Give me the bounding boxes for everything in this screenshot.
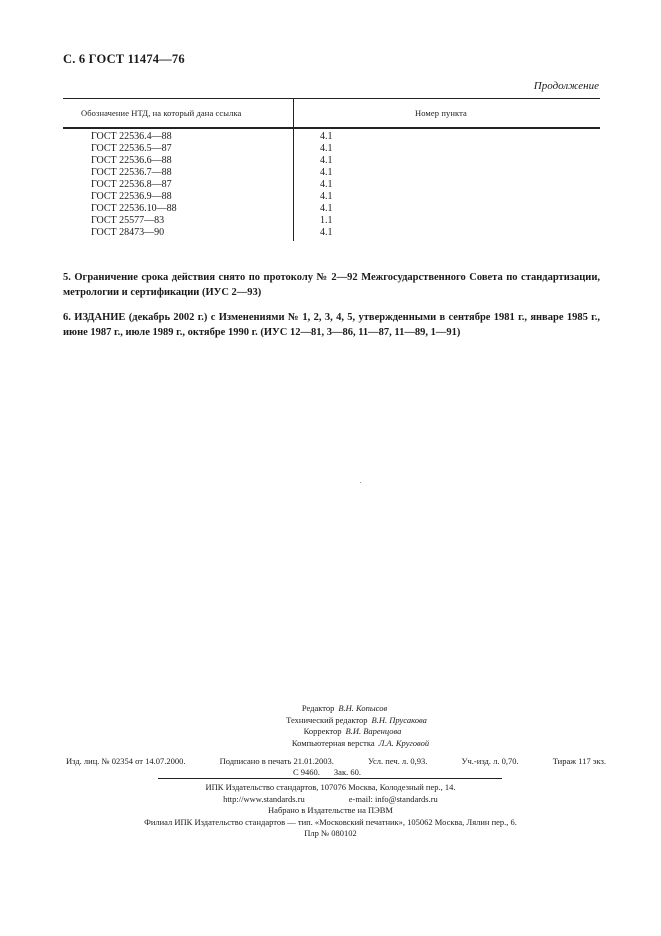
clause-cell: 4.1 <box>320 191 333 202</box>
print-run-text: Тираж 117 экз. <box>552 756 606 766</box>
publisher-contacts <box>0 794 661 806</box>
publisher-block <box>0 782 661 840</box>
clause-cell: 4.1 <box>320 131 333 142</box>
clause-cell: 4.1 <box>320 203 333 214</box>
credit-name: В.Н. Прусакова <box>371 714 427 725</box>
table-row <box>63 143 600 155</box>
document-cell: ГОСТ 22536.10—88 <box>91 203 177 214</box>
credit-role: Компьютерная верстка <box>291 737 375 748</box>
credit-layout <box>0 738 661 750</box>
note-6: 6. ИЗДАНИЕ (декабрь 2002 г.) с Изменениями № 1, 2, 3, 4, 5, утвержденными в сентябре 1981 г., январе 1985 г., июне 1987 г., июле 1989 г., октябре 1990 г. (ИУС 12—81, 3—86, 11—87, 11—89, 1—91) <box>63 312 600 338</box>
clause-cell: 4.1 <box>320 155 333 166</box>
table-row <box>63 227 600 239</box>
clause-cell: 1.1 <box>320 215 333 226</box>
signed-text: Подписано в печать 21.01.2003. <box>219 756 334 766</box>
credit-name: Л.А. Круговой <box>378 737 430 748</box>
sheets-text: Усл. печ. л. 0,93. <box>368 756 428 766</box>
clause-cell: 4.1 <box>320 167 333 178</box>
page-header: С. 6 ГОСТ 11474—76 <box>63 52 185 66</box>
table-row <box>63 167 600 179</box>
table-top-rule <box>63 98 600 99</box>
license-text: Изд. лиц. № 02354 от 14.07.2000. <box>66 756 186 766</box>
order-number: Зак. 60. <box>333 767 361 777</box>
column-header-clause: Номер пункта <box>415 108 467 118</box>
publisher-email[interactable]: e-mail: info@standards.ru <box>348 793 438 804</box>
imprint-row <box>66 756 606 767</box>
credit-name: В.Н. Копысов <box>338 703 388 713</box>
credit-tech-editor <box>0 715 661 727</box>
table-row <box>63 179 600 191</box>
column-header-document: Обозначение НТД, на который дана ссылка <box>81 108 242 118</box>
document-cell: ГОСТ 22536.6—88 <box>91 155 172 166</box>
credit-role: Технический редактор <box>286 714 368 725</box>
clause-cell: 4.1 <box>320 227 333 238</box>
publisher-url[interactable]: http://www.standards.ru <box>223 793 305 804</box>
credit-editor <box>0 703 661 715</box>
license-number: Плр № 080102 <box>304 828 357 838</box>
credit-role: Корректор <box>303 726 342 736</box>
publisher-address: ИПК Издательство стандартов, 107076 Москва, Колодезный пер., 14. <box>205 782 456 792</box>
document-cell: ГОСТ 22536.7—88 <box>91 167 172 178</box>
credit-corrector <box>0 726 661 738</box>
stray-dot <box>360 482 361 483</box>
table-header-rule <box>63 127 600 129</box>
credits-block <box>0 703 661 749</box>
note-5: 5. Ограничение срока действия снято по протоколу № 2—92 Межгосударственного Совета по стандартизации, метрологии и сертификации (ИУС 2—93) <box>63 272 600 298</box>
table-row <box>63 131 600 143</box>
clause-cell: 4.1 <box>320 179 333 190</box>
table-row <box>63 191 600 203</box>
imprint-order-row <box>66 767 606 778</box>
credit-name: В.И. Варенцова <box>345 726 402 736</box>
pub-sheets-text: Уч.-изд. л. 0,70. <box>461 756 519 766</box>
document-cell: ГОСТ 22536.9—88 <box>91 191 172 202</box>
credit-role: Редактор <box>301 703 335 713</box>
order-code: С 9460. <box>293 767 320 777</box>
document-cell: ГОСТ 22536.4—88 <box>91 131 172 142</box>
table-body <box>63 131 600 239</box>
continuation-label: Продолжение <box>533 80 599 92</box>
imprint-rule <box>158 778 502 779</box>
table-row <box>63 215 600 227</box>
document-cell: ГОСТ 25577—83 <box>91 215 165 226</box>
document-cell: ГОСТ 28473—90 <box>91 227 165 238</box>
typeset-note: Набрано в Издательстве на ПЭВМ <box>268 805 393 815</box>
clause-cell: 4.1 <box>320 143 333 154</box>
printing-house: Филиал ИПК Издательство стандартов — тип. «Московский печатник», 105062 Москва, Лялин пер., 6. <box>144 816 517 827</box>
table-row <box>63 203 600 215</box>
imprint-block <box>66 756 606 778</box>
document-cell: ГОСТ 22536.8—87 <box>91 179 172 190</box>
table-row <box>63 155 600 167</box>
document-cell: ГОСТ 22536.5—87 <box>91 143 172 154</box>
